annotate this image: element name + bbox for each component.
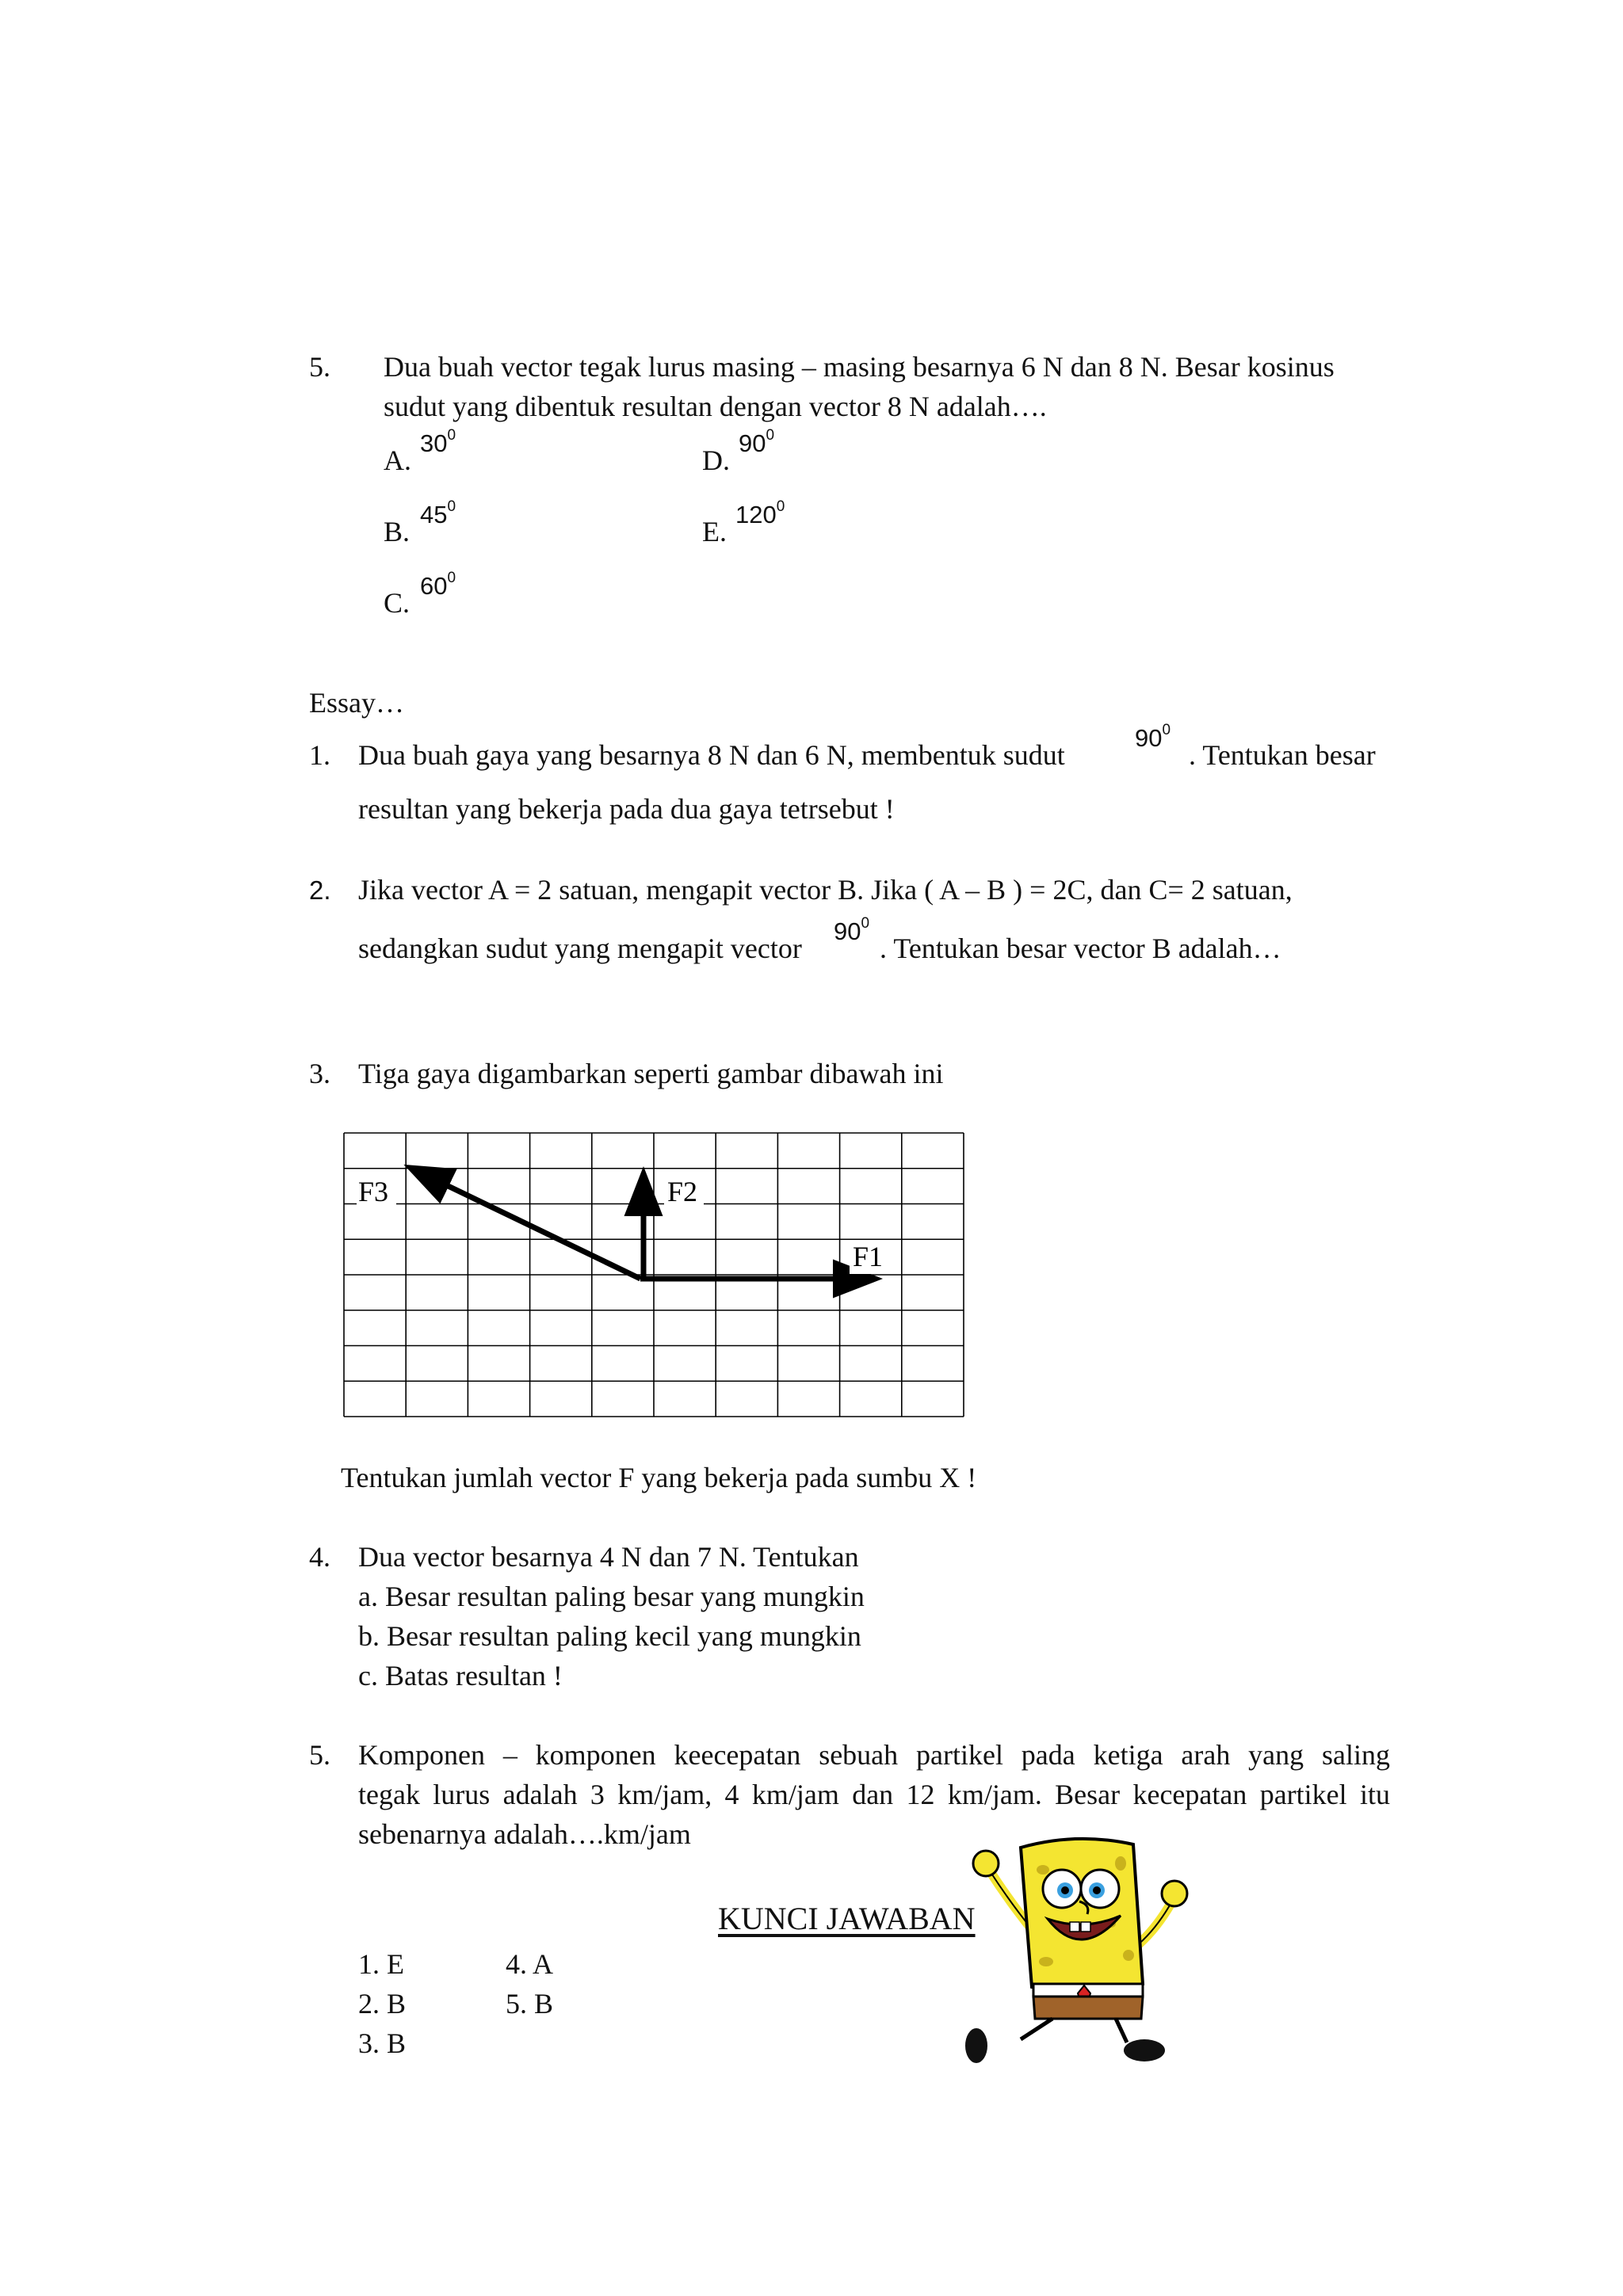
essay-q2-angle: $90^0$ [834,914,870,945]
answer-item-3: 3. B [358,2027,407,2059]
vector-grid-diagram [342,1131,965,1421]
option-c-letter: C. [384,587,411,619]
option-b-value: $45^0$ [420,498,456,528]
essay-q5-line2: tegak lurus adalah 3 km/jam, 4 km/jam dan 12 km/jam. Besar kecepatan partikel itu [358,1779,1390,1810]
essay-q2-line2-end: . Tentukan besar vector B adalah… [880,933,1281,964]
essay-q5-number: 5. [309,1739,330,1771]
option-d-letter: D. [702,444,730,476]
label-f1: F1 [853,1241,884,1272]
option-a-value: $30^0$ [420,426,456,457]
essay-q1-angle: $90^0$ [1135,721,1171,752]
label-f3: F3 [358,1176,389,1207]
essay-q4-number: 4. [309,1541,330,1573]
option-e-value: $120^0$ [735,498,785,528]
essay-q3-number: 3. [309,1058,330,1089]
essay-q5-line3: sebenarnya adalah….km/jam [358,1818,691,1850]
essay-q5-body [358,1735,1390,1814]
vector-f3 [414,1169,640,1279]
essay-q4-a: a. Besar resultan paling besar yang mungkin [358,1581,865,1612]
essay-q1-text: Dua buah gaya yang besarnya 8 N dan 6 N, membentuk sudut [358,739,1065,771]
mc-question-text-line1: Dua buah vector tegak lurus masing – masing besarnya 6 N dan 8 N. Besar kosinus [384,351,1335,383]
mc-question-number: 5. [309,351,330,383]
essay-q4-line1: Dua vector besarnya 4 N dan 7 N. Tentukan [358,1541,859,1573]
option-a-letter: A. [384,444,411,476]
essay-heading: Essay… [309,687,404,719]
essay-q1-number: 1. [309,739,330,771]
answer-item-5: 5. B [506,1988,554,2019]
option-e-letter: E. [702,516,727,547]
answer-item-1: 1. E [358,1948,404,1980]
essay-q2-number: 2. [309,875,331,905]
label-f2: F2 [667,1176,698,1207]
essay-q1-line2: resultan yang bekerja pada dua gaya tetrsebut ! [358,793,895,825]
answer-key-title: KUNCI JAWABAN [718,1901,976,1936]
essay-q2-line1: Jika vector A = 2 satuan, mengapit vector B. Jika ( A – B ) = 2C, dan C= 2 satuan, [358,874,1293,906]
option-b-letter: B. [384,516,411,547]
option-d-value: $90^0$ [739,426,775,457]
essay-q1-text-end: . Tentukan besar [1189,739,1376,771]
mc-question-text-line2: sudut yang dibentuk resultan dengan vector 8 N adalah…. [384,391,1047,422]
option-c-value: $60^0$ [420,569,456,600]
essay-q2-line2: sedangkan sudut yang mengapit vector [358,933,802,964]
essay-q4-b: b. Besar resultan paling kecil yang mungkin [358,1620,861,1652]
essay-q3-after: Tentukan jumlah vector F yang bekerja pada sumbu X ! [341,1462,977,1493]
essay-q4-c: c. Batas resultan ! [358,1660,563,1691]
answer-item-4: 4. A [506,1948,554,1980]
answer-item-2: 2. B [358,1988,407,2019]
sponge-character-illustration [965,1829,1195,2066]
essay-q3-line1: Tiga gaya digambarkan seperti gambar dibawah ini [358,1058,944,1089]
essay-q5-line1: Komponen – komponen keecepatan sebuah partikel pada ketiga arah yang saling [358,1739,1390,1771]
grid-lines [344,1133,964,1417]
